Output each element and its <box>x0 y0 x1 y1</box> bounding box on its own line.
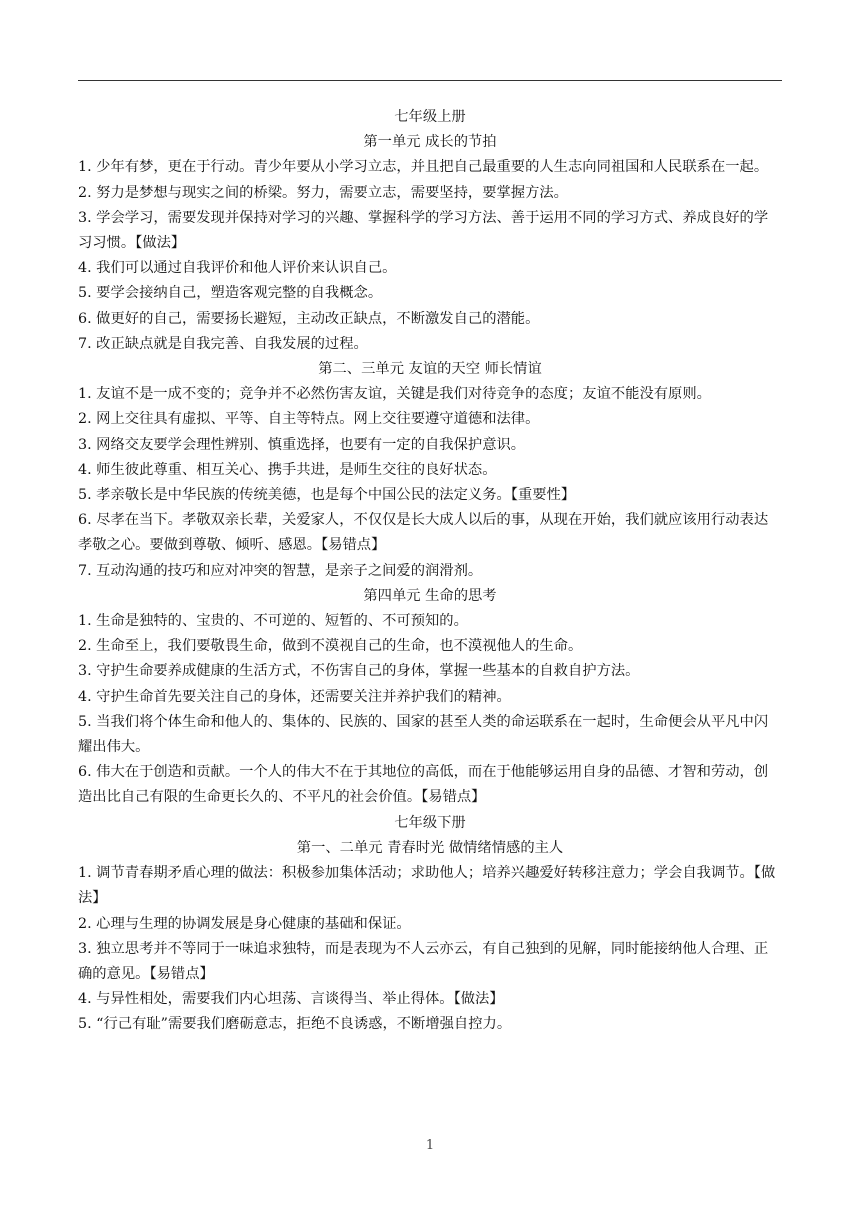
grade-heading: 七年级下册 <box>394 814 466 831</box>
list-item: 2. 网上交往具有虚拟、平等、自主等特点。网上交往要遵守道德和法律。 <box>78 411 540 428</box>
list-item: 4. 我们可以通过自我评价和他人评价来认识自己。 <box>78 260 397 277</box>
list-item: 4. 与异性相处，需要我们内心坦荡、言谈得当、举止得体。【做法】 <box>78 991 504 1008</box>
list-item: 3. 独立思考并不等同于一味追求独特，而是表现为不人云亦云，有自己独到的见解，同时能接纳他人合理、正确的意见。【易错点】 <box>78 940 769 982</box>
list-item: 3. 网络交友要学会理性辨别、慎重选择，也要有一定的自我保护意识。 <box>78 436 526 453</box>
list-item: 2. 努力是梦想与现实之间的桥梁。努力，需要立志，需要坚持，要掌握方法。 <box>78 184 568 201</box>
list-item: 2. 生命至上，我们要敬畏生命，做到不漠视自己的生命，也不漠视他人的生命。 <box>78 638 583 655</box>
list-item: 3. 学会学习，需要发现并保持对学习的兴趣、掌握科学的学习方法、善于运用不同的学习方式、养成良好的学习习惯。【做法】 <box>78 209 769 252</box>
list-item: 4. 守护生命首先要关注自己的身体，还需要关注并养护我们的精神。 <box>78 688 511 705</box>
list-item: 1. 友谊不是一成不变的；竞争并不必然伤害友谊，关键是我们对待竞争的态度；友谊不能没有原则。 <box>78 386 711 403</box>
unit-heading: 第二、三单元 友谊的天空 师长情谊 <box>318 361 542 378</box>
list-item: 1. 少年有梦，更在于行动。青少年要从小学习立志，并且把自己最重要的人生志向同祖国和人民联系在一起。 <box>78 159 769 176</box>
unit-heading: 第一单元 成长的节拍 <box>363 134 497 151</box>
list-item: 7. 改正缺点就是自我完善、自我发展的过程。 <box>78 335 368 352</box>
list-item: 1. 生命是独特的、宝贵的、不可逆的、短暂的、不可预知的。 <box>78 613 468 630</box>
list-item: 2. 心理与生理的协调发展是身心健康的基础和保证。 <box>78 915 411 932</box>
unit-heading: 第四单元 生命的思考 <box>363 587 497 604</box>
header-rule <box>78 80 782 81</box>
list-item: 6. 伟大在于创造和贡献。一个人的伟大不在于其地位的高低，而在于他能够运用自身的品德、才智和劳动，创造出比自己有限的生命更长久的、不平凡的社会价值。【易错点】 <box>78 764 769 806</box>
list-item: 1. 调节青春期矛盾心理的做法：积极参加集体活动；求助他人；培养兴趣爱好转移注意力；学会自我调节。【做法】 <box>78 865 776 907</box>
list-item: 5. 要学会接纳自己，塑造客观完整的自我概念。 <box>78 285 383 302</box>
list-item: 3. 守护生命要养成健康的生活方式，不伤害自己的身体，掌握一些基本的自救自护方法。 <box>78 663 640 680</box>
list-item: 5. “行己有耻”需要我们磨砺意志，拒绝不良诱惑，不断增强自控力。 <box>78 1016 512 1033</box>
list-item: 4. 师生彼此尊重、相互关心、携手共进，是师生交往的良好状态。 <box>78 461 497 478</box>
list-item: 6. 尽孝在当下。孝敬双亲长辈，关爱家人，不仅仅是长大成人以后的事，从现在开始，我们就应该用行动表达孝敬之心。要做到尊敬、倾听、感恩。【易错点】 <box>78 512 769 554</box>
page-number: 1 <box>425 1138 435 1153</box>
list-item: 6. 做更好的自己，需要扬长避短，主动改正缺点，不断激发自己的潜能。 <box>78 310 540 327</box>
unit-heading: 第一、二单元 青春时光 做情绪情感的主人 <box>296 839 564 856</box>
grade-heading: 七年级上册 <box>394 109 466 125</box>
list-item: 7. 互动沟通的技巧和应对冲突的智慧，是亲子之间爱的润滑剂。 <box>78 562 483 579</box>
list-item: 5. 当我们将个体生命和他人的、集体的、民族的、国家的甚至人类的命运联系在一起时，生命便会从平凡中闪耀出伟大。 <box>78 713 769 756</box>
list-item: 5. 孝亲敬长是中华民族的传统美德，也是每个中国公民的法定义务。【重要性】 <box>78 487 576 504</box>
document-body <box>78 105 782 1038</box>
